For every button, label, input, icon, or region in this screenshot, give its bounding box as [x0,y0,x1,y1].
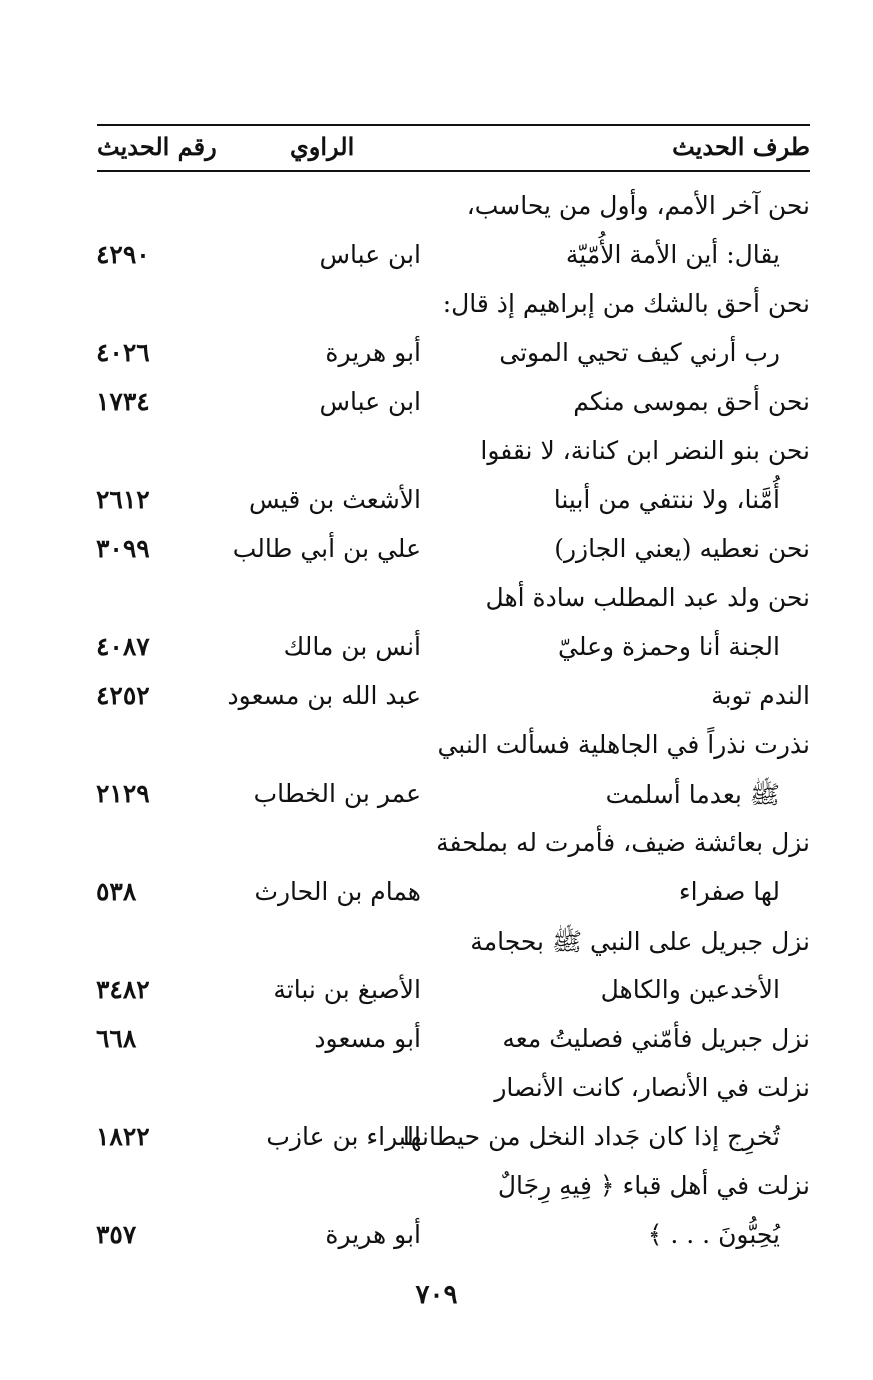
hadith-text: لها صفراء [678,877,780,906]
hadith-number: ٤٢٥٢ [96,681,150,710]
table-row [0,1065,873,1114]
table-row [0,330,873,379]
narrator-name: عبد الله بن مسعود [227,681,421,710]
hadith-number: ٤٢٩٠ [96,240,150,269]
header-bottom-rule [97,170,810,172]
table-row [0,183,873,232]
header-top-rule [97,124,810,126]
hadith-text: يُحِبُّونَ . . . ﴾ [647,1220,780,1249]
hadith-text: أُمَّنا، ولا ننتفي من أبينا [553,485,780,514]
table-row [0,673,873,722]
table-row [0,281,873,330]
hadith-number: ٥٣٨ [96,877,137,906]
hadith-text: نحن آخر الأمم، وأول من يحاسب، [466,191,810,220]
index-table [0,183,873,1261]
table-row [0,624,873,673]
narrator-name: أنس بن مالك [283,632,421,661]
table-row [0,1163,873,1212]
table-row [0,1016,873,1065]
table-row [0,1212,873,1261]
table-row [0,918,873,967]
table-row [0,820,873,869]
hadith-text: الجنة أنا وحمزة وعليّ [558,632,780,661]
hadith-text: نحن أحق بموسى منكم [573,387,810,416]
number-column-header: رقم الحديث [97,132,217,161]
table-row [0,967,873,1016]
table-row [0,526,873,575]
hadith-number: ١٧٣٤ [96,387,150,416]
narrator-name: علي بن أبي طالب [232,534,421,563]
narrator-name: همام بن الحارث [254,877,421,906]
hadith-text: نحن نعطيه (يعني الجازر) [554,534,810,563]
hadith-text: نزل جبريل على النبي ﷺ بحجامة [470,927,810,956]
narrator-name: الأصبغ بن نباتة [273,975,421,1004]
hadith-text: نحن ولد عبد المطلب سادة أهل [485,583,810,612]
hadith-number: ٤٠٢٦ [96,338,150,367]
hadith-number: ٣٥٧ [96,1220,137,1249]
hadith-text: ﷺ بعدما أسلمت [605,780,780,809]
narrator-name: الأشعث بن قيس [248,485,421,514]
narrator-name: أبو هريرة [325,338,421,367]
hadith-text: نزلت في أهل قباء ﴿ فِيهِ رِجَالٌ [497,1171,810,1200]
narrator-name: أبو هريرة [325,1220,421,1249]
hadith-text: الندم توبة [711,681,810,710]
page-number: ٧٠٩ [415,1280,458,1310]
hadith-text: نحن أحق بالشك من إبراهيم إذ قال: [442,289,810,318]
table-row [0,1114,873,1163]
hadith-text: الأخدعين والكاهل [600,975,780,1004]
hadith-number: ٣٤٨٢ [96,975,150,1004]
hadith-text: نزلت في الأنصار، كانت الأنصار [494,1073,810,1102]
table-row [0,722,873,771]
table-row [0,232,873,281]
narrator-column-header: الراوي [290,132,355,161]
hadith-number: ١٨٢٢ [96,1122,150,1151]
table-row [0,477,873,526]
hadith-text: رب أرني كيف تحيي الموتى [499,338,780,367]
hadith-number: ٢٦١٢ [96,485,150,514]
hadith-number: ٣٠٩٩ [96,534,150,563]
table-row [0,771,873,820]
hadith-text: يقال: أين الأمة الأُمّيّة [565,240,780,269]
hadith-number: ٦٦٨ [96,1024,137,1053]
hadith-number: ٤٠٨٧ [96,632,150,661]
narrator-name: ابن عباس [319,387,421,416]
hadith-number: ٢١٢٩ [96,779,150,808]
table-row [0,379,873,428]
hadith-text: نزل جبريل فأمّني فصليتُ معه [502,1024,810,1053]
hadith-text: نذرت نذراً في الجاهلية فسألت النبي [437,730,810,759]
narrator-name: ابن عباس [319,240,421,269]
table-row [0,428,873,477]
hadith-column-header: طرف الحديث [672,132,810,161]
hadith-text: نحن بنو النضر ابن كنانة، لا نقفوا [480,436,810,465]
hadith-text: تُخرِج إذا كان جَداد النخل من حيطانها [402,1122,780,1151]
narrator-name: البراء بن عازب [266,1122,421,1151]
table-row [0,869,873,918]
hadith-text: نزل بعائشة ضيف، فأمرت له بملحفة [436,828,810,857]
narrator-name: أبو مسعود [314,1024,421,1053]
table-row [0,575,873,624]
narrator-name: عمر بن الخطاب [253,779,421,808]
